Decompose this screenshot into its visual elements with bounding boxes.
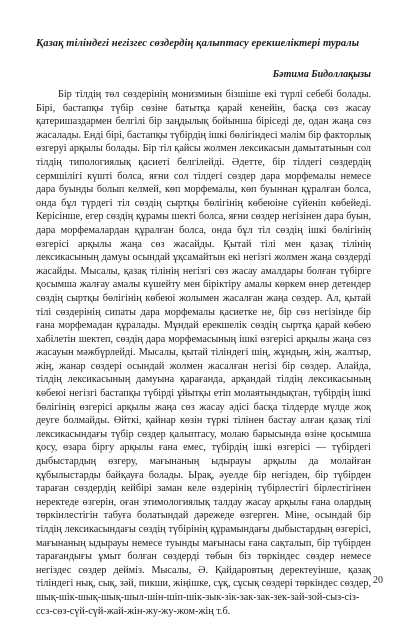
author-name: Бәтима Бидоллақызы <box>272 69 371 80</box>
document-title: Қазақ тіліндегі негізгес сөздердің қалыптасу ерекшеліктері туралы <box>36 38 360 49</box>
body-paragraph: Бір тілдің төл сөздерінің монизмиын бізшіше екі түрлі себебі болады. Бірі, бастапқы түбір сөзіне батытқа қарай кенейін, басқа сөз жасау қатеришаздармен белгілі бір заңдылық бойынша біріседі де, одан жаңа сөз жасалады. Енді бірі, бастапқы түбірдің ішкі бөлігіндесі мәлім бір факторлық өзгеруі арқылы болады. Бір тіл қайсы жолмен лексикасын дамытатынын сол тілдің типологиялық қасиеті белгілейді. Әдетте, бір тілдегі сөздердің сермшілігі күшті болса, яғни сол тілдегі сөздер дара морфемалы немесе дара буынды болып келмей, көп морфемалы, көп буыннан құралған болса, онда бұл түрдегі тіл сөздің сыртқы бөлігінің көбеюіне сүйеніп көбейеді. Керісінше, егер сөздің құрамы шекті болса, яғни сөздер негізінен дара буын, дара морфемалардан құралған болса, онда бұл тіл сөздің ішкі бөлігінің өзгерісі арқылы жаңа сөз жасайды. Қытай тілі мен қазақ тілінің лексикасының дамуы осындай ұқсамайтын екі негізгі жолмен жаңа сөздерді жасайды. Мысалы, қазақ тілінің негізгі сөз жасау амалдары болған түбірге қосымша жалғау амалы күшейту мен біріктіру амалы көркем өнер детендер сөздің сыртқы бөлігінің көбеюі жолымен жасалған жаңа сөздер. Ал, қытай тілі сөздерінің сипаты дара морфемалы қасиетке не, бір сөз негізінде бір ғана морфемадан құралады. Мұндай ерекшелік сөздің сыртқа қарай көбею хабілетін шектеп, сөздің дара морфемасының ішкі өзгерісі арқылы жаңа сөз жасауын мәжбүрлейді. Мысалы, қытай тіліндегі шің, жұндың, жің, жалтыр, жің, жанар сөздері осындай жолмен жасалған негізі бір сөздер. Алайда, тілдің лексикасының дамуына қарағанда, арқандай тілдің лексикасының көбеюі негізгі бастапқы түбірді ұйытқы етіп молаятындықтан, түбірдің ішкі бөлігінің өзгерісі арқылы жаңа сөз жасау әдісі басқа тілдерде мүлде жоқ деуге болмайды. Өйткі, қайнар көзін түркі тілінен бастау алған қазақ тілі лексикасындағы түбір сөздер қалыптасу, молаю барысында өзіне қосымша қосу, өзара біргу арқылы ғана емес, түбірдің ішкі өзгерісі — түбірдегі дыбыстардың өзгеру, мағынаның ыдырауы арқылы да молайған құбылыстарды байқауға болады. Ырақ, әуелде бір негізден, бір түбірден тараған сөздердің кейбірі заман келе өздерінің түбірлестігі бірлестігінен неректеде өзгерін, оған этимологиялық талдау жасау арқылы ғана олардың төркінлестігін табуға болатындай дәрежеде өзгерген. Міне, осындай бір тілдің лексикасындағы сөздің түбірінің құрамындағы дыбыстардың өзгерісі, мағынаның ыдырауы немесе туынды мағынасы ғана сақталып, бір түбірден тарағандығы ұмыт болған сөздерді төбын біз төркіндес сөздер немесе негіздес сөздер дейміз. Мысалы, Ә. Қайдаровтың деректеуінше, қазақ тіліндегі нық, сық, зәй, пикши, жіңішке, сұқ, сұсық сөздері төркіндес сөздер, шық-шік-шық-шық-шыл-шін-шіп-шік-зык-зік-зак-зак-зек-зай-зой-сыз-сіз-ссз-сөз-сүй-сүй-жай-жін-жу-жу-жом-жің т.б. <box>36 89 371 617</box>
page-number: 20 <box>373 575 383 586</box>
